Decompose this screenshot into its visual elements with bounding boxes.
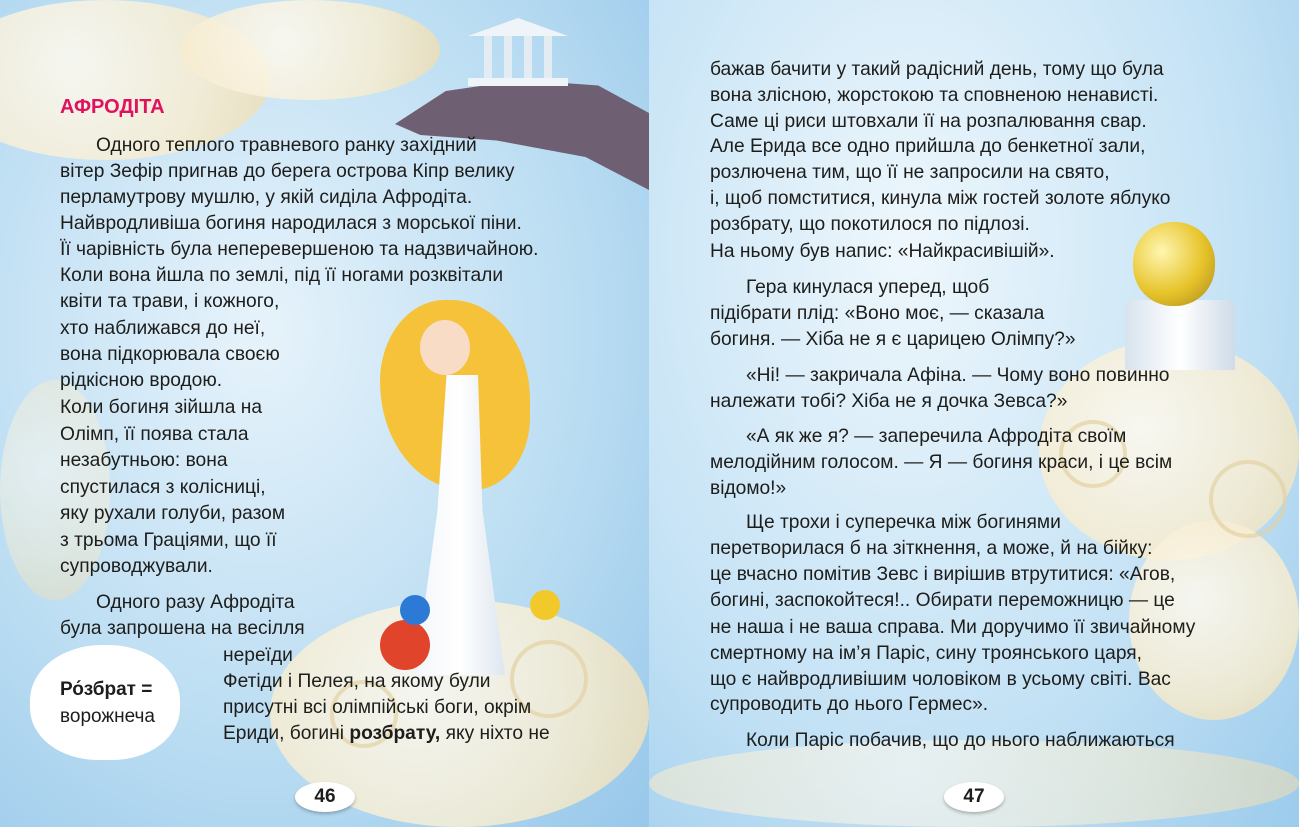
text-line: Одного разу Афродіта [96,592,295,613]
text-line: Олімп, її поява стала [60,424,249,445]
text-line: з трьома Граціями, що її [60,530,277,551]
text-segment: Ериди, богині [223,723,350,744]
golden-apple-icon [1133,222,1215,306]
glossary-highlight-word: розбрату, [349,723,441,744]
text-line: присутні всі олімпійські боги, окрім [223,697,532,718]
text-line: нереїди [223,645,293,666]
text-line: вітер Зефір пригнав до берега острова Кіпр велику [60,161,515,182]
blue-flower-icon [400,595,430,625]
column-illustration [1125,300,1235,370]
page-number: 46 [295,782,355,812]
yellow-flower-icon [530,590,560,620]
text-line: і, щоб помститися, кинула між гостей золоте яблуко [710,188,1171,209]
text-line: На ньому був напис: «Найкрасивішій». [710,241,1055,262]
text-line: Найвродливіша богиня народилася з морської піни. [60,213,522,234]
text-line: Її чарівність була неперевершеною та надзвичайною. [60,239,539,260]
text-line: рідкісною вродою. [60,370,223,391]
text-line: Коли вона йшла по землі, під її ногами розквітали [60,265,504,286]
text-line: Фетіди і Пелея, на якому були [223,671,491,692]
cloud-curl [1209,460,1287,538]
text-line: вона підкорювала своєю [60,344,280,365]
text-line: супроводжували. [60,556,213,577]
text-line: що є найвродливішим чоловіком в усьому світі. Вас [710,669,1171,690]
text-line: Коли Паріс побачив, що до нього наближаються [746,730,1175,751]
text-line: Одного теплого травневого ранку західний [96,135,477,156]
temple-icon [468,18,568,86]
poppy-flower-icon [380,620,430,670]
aphrodite-illustration [380,300,580,680]
text-line: богиня. — Хіба не я є царицею Олімпу?» [710,329,1076,350]
text-line: Ще трохи і суперечка між богинями [746,512,1061,533]
text-line: не наша і не ваша справа. Ми доручимо її звичайному [710,617,1196,638]
text-line: богині, заспокойтеся!.. Обирати переможницю — це [710,590,1175,611]
text-segment: яку ніхто не [440,723,550,744]
cloud-illustration [180,0,440,100]
right-page [649,0,1299,827]
left-page [0,0,649,827]
text-line: бажав бачити у такий радісний день, тому що була [710,59,1164,80]
glossary-definition: ворожнеча [60,706,155,727]
text-line: квіти та трави, і кожного, [60,291,280,312]
text-line: Коли богиня зійшла на [60,397,263,418]
text-line: підібрати плід: «Воно моє, — сказала [710,303,1045,324]
page-number: 47 [944,782,1004,812]
text-line: спустилася з колісниці, [60,477,266,498]
chapter-title: АФРОДІТА [60,96,165,118]
text-line: перламутрову мушлю, у якій сиділа Афродіта. [60,187,473,208]
text-line: «А як же я? — заперечила Афродіта своїм [746,426,1127,447]
text-line: смертному на ім’я Паріс, сину троянського царя, [710,643,1143,664]
text-line: Гера кинулася уперед, щоб [746,277,990,298]
text-line: незабутньою: вона [60,450,228,471]
text-line: перетворилася б на зіткнення, а може, й на бійку: [710,538,1153,559]
text-line: належати тобі? Хіба не я дочка Зевса?» [710,391,1068,412]
text-line: вона злісною, жорстокою та сповненою ненависті. [710,85,1159,106]
text-line: відомо!» [710,478,787,499]
glossary-term: Ро́збрат = [60,679,153,700]
glossary-apple-note [30,645,180,760]
text-line: розбрату, що покотилося по підлозі. [710,214,1030,235]
text-line: Але Ерида все одно прийшла до бенкетної зали, [710,136,1146,157]
text-line: мелодійним голосом. — Я — богиня краси, і це всім [710,452,1173,473]
text-line: розлючена тим, що її не запросили на свято, [710,162,1110,183]
text-line: це вчасно помітив Зевс і вирішив втрутитися: «Агов, [710,564,1176,585]
text-line: була запрошена на весілля [60,618,305,639]
text-line: яку рухали голуби, разом [60,503,286,524]
text-line: хто наближався до неї, [60,318,266,339]
text-line: Саме ці риси штовхали її на розпалювання свар. [710,111,1147,132]
text-line: супроводить до нього Гермес». [710,694,989,715]
text-line: «Ні! — закричала Афіна. — Чому воно повинно [746,365,1170,386]
text-line [223,722,550,746]
